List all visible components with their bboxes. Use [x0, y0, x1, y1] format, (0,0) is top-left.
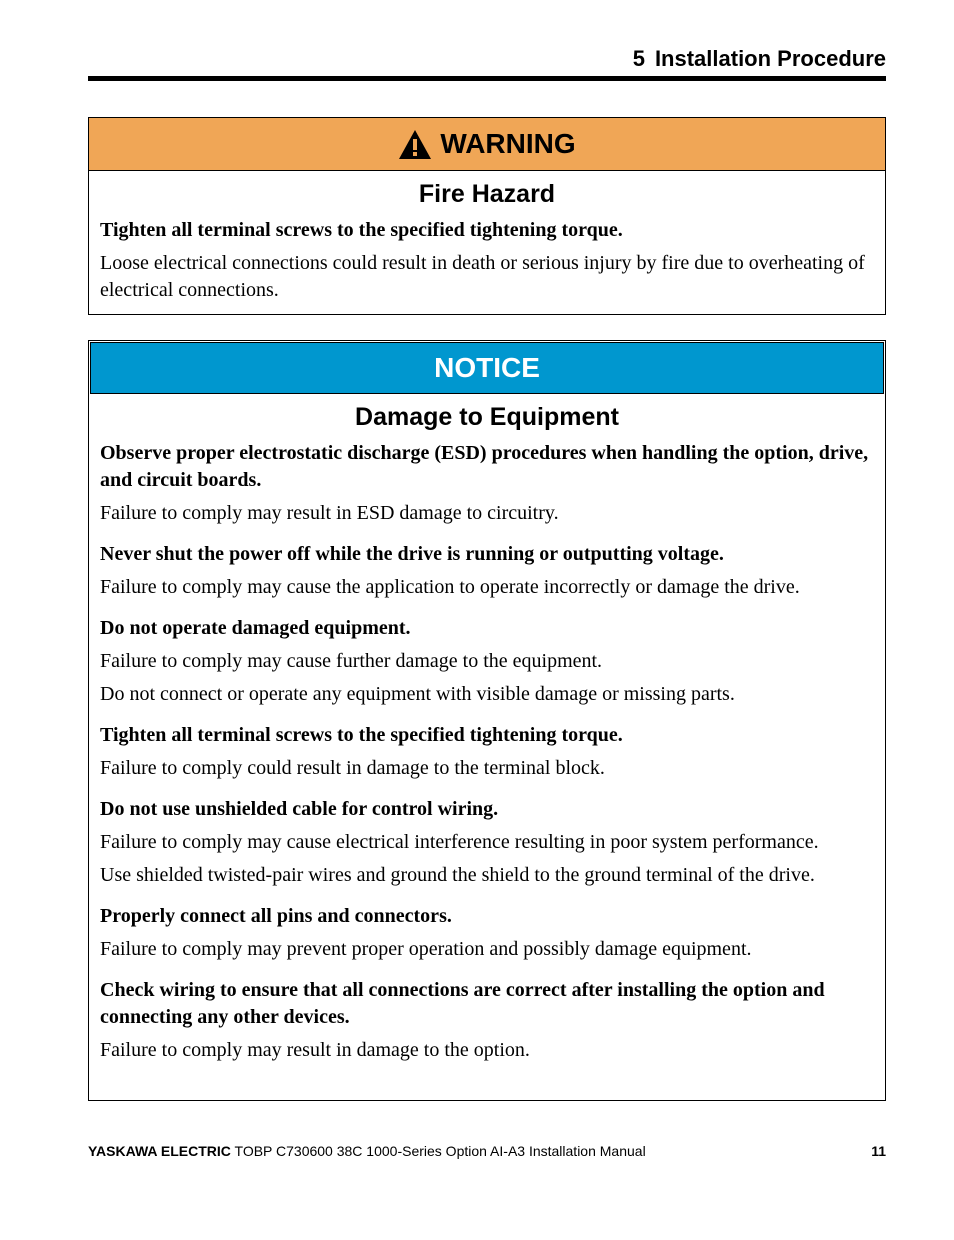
warning-header — [89, 118, 885, 171]
notice-item — [100, 440, 874, 527]
notice-subtitle: Damage to Equipment — [355, 403, 619, 431]
page-footer — [88, 1141, 886, 1161]
notice-detail: Use shielded twisted-pair wires and ground the shield to the ground terminal of the drive. — [100, 864, 815, 886]
header-rule — [88, 76, 886, 81]
notice-box — [88, 340, 886, 1101]
notice-instruction: Do not use unshielded cable for control wiring. — [100, 798, 499, 820]
warning-triangle-icon — [398, 129, 432, 160]
notice-label: NOTICE — [434, 352, 540, 383]
page-number: 11 — [871, 1143, 886, 1159]
notice-detail: Failure to comply may cause the application to operate incorrectly or damage the drive. — [100, 576, 800, 598]
warning-subtitle: Fire Hazard — [418, 180, 556, 208]
warning-instruction: Tighten all terminal screws to the specified tightening torque. — [100, 219, 623, 241]
footer-brand: YASKAWA ELECTRIC — [88, 1143, 231, 1159]
notice-instruction: Properly connect all pins and connectors. — [100, 905, 452, 927]
notice-detail: Failure to comply may cause electrical interference resulting in poor system performance. — [100, 831, 819, 853]
notice-detail: Failure to comply could result in damage to the terminal block. — [100, 757, 605, 779]
notice-instruction: Tighten all terminal screws to the specified tightening torque. — [100, 724, 623, 746]
notice-instruction: Observe proper electrostatic discharge (ESD) procedures when handling the option, drive, and circuit boards. — [100, 442, 869, 491]
notice-item — [100, 796, 874, 889]
notice-header — [90, 342, 884, 394]
notice-item — [100, 977, 874, 1064]
notice-instruction: Check wiring to ensure that all connections are correct after installing the option and connecting any other devices. — [100, 979, 825, 1028]
notice-detail: Failure to comply may prevent proper operation and possibly damage equipment. — [100, 938, 752, 960]
section-title: Installation Procedure — [654, 46, 886, 71]
notice-item — [100, 541, 874, 601]
section-header — [88, 44, 886, 74]
notice-instruction: Never shut the power off while the drive is running or outputting voltage. — [100, 543, 724, 565]
warning-box — [88, 117, 886, 315]
notice-detail: Failure to comply may result in damage to the option. — [100, 1039, 530, 1061]
notice-item — [100, 722, 874, 782]
notice-instruction: Do not operate damaged equipment. — [100, 617, 411, 639]
notice-detail: Failure to comply may cause further damage to the equipment. — [100, 650, 603, 672]
section-number: 5 — [632, 46, 645, 71]
footer-document: TOBP C730600 38C 1000-Series Option AI-A3 Installation Manual — [234, 1143, 646, 1159]
warning-consequence: Loose electrical connections could result in death or serious injury by fire due to overheating of electrical connections. — [100, 252, 865, 301]
notice-detail: Do not connect or operate any equipment with visible damage or missing parts. — [100, 683, 735, 705]
notice-item — [100, 615, 874, 708]
notice-item — [100, 903, 874, 963]
warning-label: WARNING — [440, 128, 576, 159]
notice-detail: Failure to comply may result in ESD damage to circuitry. — [100, 502, 559, 524]
